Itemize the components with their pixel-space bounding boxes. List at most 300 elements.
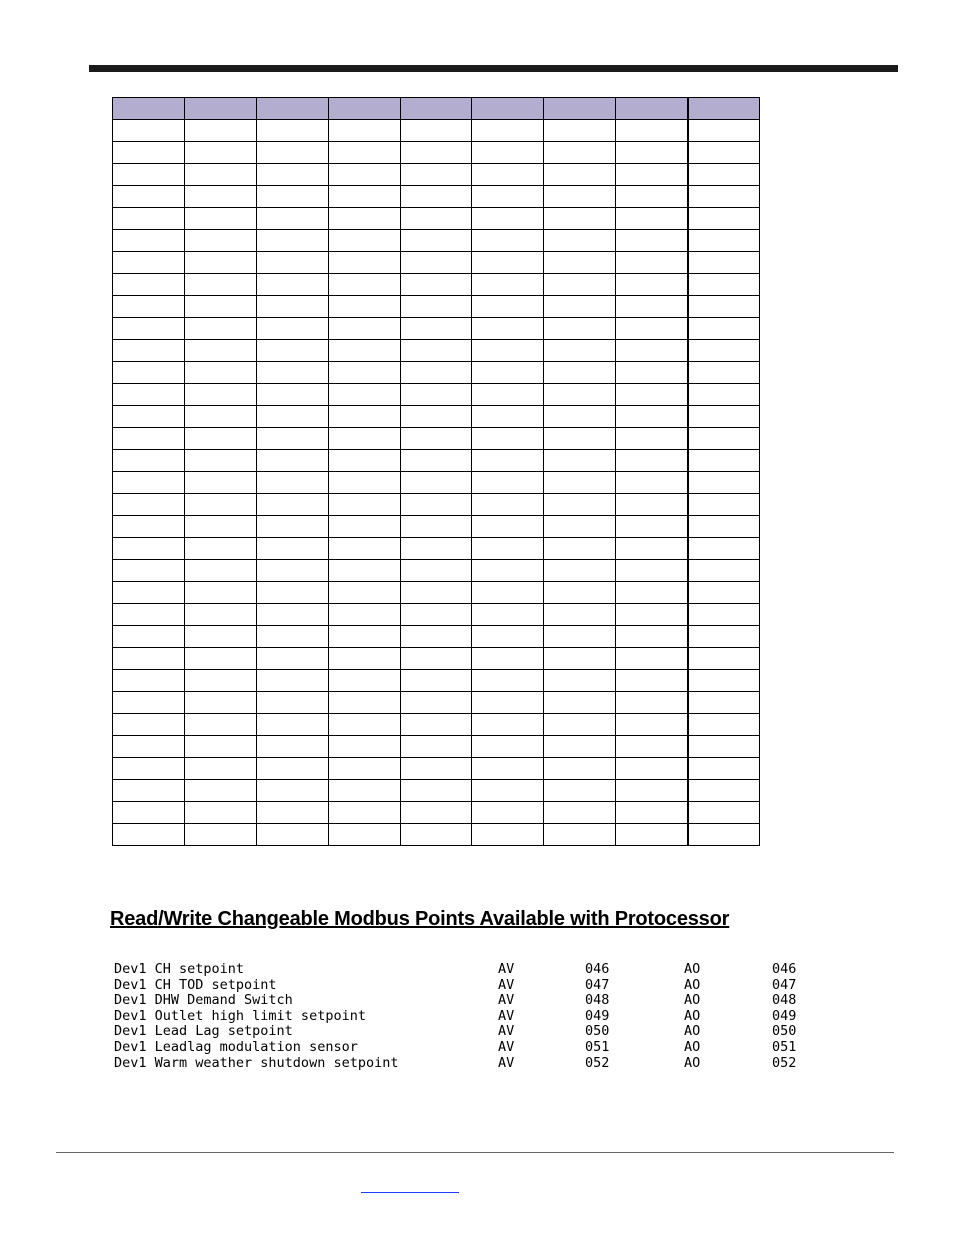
table-row bbox=[113, 230, 760, 252]
table-cell bbox=[544, 736, 616, 758]
table-cell bbox=[616, 560, 688, 582]
table-cell bbox=[113, 758, 185, 780]
table-row bbox=[113, 604, 760, 626]
table-cell bbox=[328, 692, 400, 714]
table-cell bbox=[113, 406, 185, 428]
table-cell bbox=[544, 714, 616, 736]
table-row bbox=[113, 428, 760, 450]
table-cell bbox=[472, 296, 544, 318]
table-cell bbox=[113, 472, 185, 494]
table-cell bbox=[113, 186, 185, 208]
table-cell bbox=[184, 560, 256, 582]
table-header-cell bbox=[256, 98, 328, 120]
table-row bbox=[113, 406, 760, 428]
table-row bbox=[113, 450, 760, 472]
table-cell bbox=[544, 692, 616, 714]
table-row bbox=[113, 318, 760, 340]
table-cell bbox=[113, 318, 185, 340]
point-number-1: 051 bbox=[585, 1038, 610, 1055]
table-cell bbox=[616, 142, 688, 164]
table-cell bbox=[616, 582, 688, 604]
table-row bbox=[113, 626, 760, 648]
table-cell bbox=[472, 318, 544, 340]
point-type-1: AV bbox=[498, 1007, 515, 1024]
table-cell bbox=[544, 296, 616, 318]
table-cell bbox=[688, 802, 760, 824]
table-cell bbox=[113, 582, 185, 604]
table-cell bbox=[400, 516, 472, 538]
table-cell bbox=[688, 186, 760, 208]
table-cell bbox=[256, 780, 328, 802]
table-cell bbox=[400, 406, 472, 428]
table-cell bbox=[616, 186, 688, 208]
table-cell bbox=[688, 318, 760, 340]
table-cell bbox=[544, 494, 616, 516]
table-cell bbox=[184, 318, 256, 340]
table-cell bbox=[400, 274, 472, 296]
table-cell bbox=[688, 406, 760, 428]
table-cell bbox=[113, 648, 185, 670]
point-type-1: AV bbox=[498, 992, 515, 1009]
table-header-cell bbox=[184, 98, 256, 120]
table-cell bbox=[688, 626, 760, 648]
table-cell bbox=[184, 824, 256, 846]
table-cell bbox=[184, 670, 256, 692]
table-cell bbox=[472, 626, 544, 648]
table-cell bbox=[688, 648, 760, 670]
table-cell bbox=[544, 164, 616, 186]
table-cell bbox=[256, 648, 328, 670]
point-number-1: 047 bbox=[585, 976, 610, 993]
point-name: Dev1 CH setpoint bbox=[114, 961, 245, 977]
point-type-2: AO bbox=[684, 992, 701, 1009]
table-cell bbox=[184, 362, 256, 384]
point-name: Dev1 Outlet high limit setpoint bbox=[114, 1007, 366, 1024]
table-row bbox=[113, 560, 760, 582]
table-cell bbox=[113, 450, 185, 472]
point-type-1: AV bbox=[498, 976, 515, 993]
table-cell bbox=[400, 450, 472, 472]
table-cell bbox=[328, 340, 400, 362]
table-cell bbox=[184, 692, 256, 714]
table-cell bbox=[184, 208, 256, 230]
table-row bbox=[113, 362, 760, 384]
table-cell bbox=[400, 758, 472, 780]
table-row bbox=[113, 120, 760, 142]
table-cell bbox=[256, 736, 328, 758]
table-cell bbox=[544, 758, 616, 780]
table-cell bbox=[688, 384, 760, 406]
table-header-cell bbox=[616, 98, 688, 120]
table-cell bbox=[616, 472, 688, 494]
table-cell bbox=[616, 494, 688, 516]
table-cell bbox=[328, 450, 400, 472]
table-cell bbox=[472, 428, 544, 450]
table-cell bbox=[113, 340, 185, 362]
table-cell bbox=[256, 450, 328, 472]
table-row bbox=[113, 384, 760, 406]
table-cell bbox=[616, 318, 688, 340]
table-cell bbox=[544, 252, 616, 274]
table-cell bbox=[256, 692, 328, 714]
table-cell bbox=[113, 120, 185, 142]
table-cell bbox=[256, 362, 328, 384]
table-row bbox=[113, 296, 760, 318]
table-cell bbox=[688, 758, 760, 780]
table-cell bbox=[544, 186, 616, 208]
table-cell bbox=[544, 230, 616, 252]
table-cell bbox=[184, 494, 256, 516]
table-cell bbox=[400, 670, 472, 692]
table-cell bbox=[544, 780, 616, 802]
table-cell bbox=[616, 604, 688, 626]
table-row bbox=[113, 758, 760, 780]
table-cell bbox=[184, 450, 256, 472]
table-cell bbox=[328, 648, 400, 670]
table-cell bbox=[400, 142, 472, 164]
table-cell bbox=[184, 714, 256, 736]
table-cell bbox=[472, 780, 544, 802]
point-row bbox=[114, 978, 814, 994]
table-cell bbox=[184, 538, 256, 560]
point-number-2: 049 bbox=[772, 1007, 797, 1024]
table-cell bbox=[472, 802, 544, 824]
table-cell bbox=[256, 670, 328, 692]
table-row bbox=[113, 516, 760, 538]
table-cell bbox=[184, 626, 256, 648]
table-cell bbox=[400, 692, 472, 714]
table-row bbox=[113, 208, 760, 230]
table-cell bbox=[688, 494, 760, 516]
table-cell bbox=[113, 516, 185, 538]
table-row bbox=[113, 714, 760, 736]
table-cell bbox=[688, 142, 760, 164]
table-cell bbox=[256, 186, 328, 208]
table-cell bbox=[328, 736, 400, 758]
table-cell bbox=[616, 692, 688, 714]
point-number-2: 051 bbox=[772, 1038, 797, 1055]
table-header-cell bbox=[113, 98, 185, 120]
table-cell bbox=[328, 604, 400, 626]
table-cell bbox=[113, 736, 185, 758]
table-cell bbox=[616, 824, 688, 846]
table-row bbox=[113, 582, 760, 604]
footer-link[interactable] bbox=[361, 1192, 459, 1193]
table-cell bbox=[400, 384, 472, 406]
table-cell bbox=[256, 582, 328, 604]
table-header-cell bbox=[688, 98, 760, 120]
table-cell bbox=[616, 714, 688, 736]
table-row bbox=[113, 494, 760, 516]
table-cell bbox=[616, 736, 688, 758]
table-cell bbox=[616, 252, 688, 274]
table-row bbox=[113, 186, 760, 208]
table-row bbox=[113, 164, 760, 186]
table-cell bbox=[472, 362, 544, 384]
table-cell bbox=[472, 208, 544, 230]
point-number-2: 048 bbox=[772, 992, 797, 1009]
table-cell bbox=[400, 208, 472, 230]
table-cell bbox=[328, 802, 400, 824]
table-cell bbox=[544, 120, 616, 142]
table-cell bbox=[256, 230, 328, 252]
table-cell bbox=[688, 582, 760, 604]
table-row bbox=[113, 252, 760, 274]
table-cell bbox=[400, 296, 472, 318]
table-cell bbox=[544, 362, 616, 384]
table-cell bbox=[256, 604, 328, 626]
table-cell bbox=[256, 120, 328, 142]
table-cell bbox=[616, 780, 688, 802]
table-cell bbox=[328, 406, 400, 428]
table-cell bbox=[616, 428, 688, 450]
table-cell bbox=[113, 274, 185, 296]
table-cell bbox=[256, 758, 328, 780]
table-cell bbox=[400, 626, 472, 648]
table-cell bbox=[400, 736, 472, 758]
blank-grid-table bbox=[112, 97, 760, 846]
table-cell bbox=[544, 428, 616, 450]
table-cell bbox=[616, 230, 688, 252]
table-cell bbox=[544, 824, 616, 846]
table-cell bbox=[688, 560, 760, 582]
table-cell bbox=[184, 604, 256, 626]
table-row bbox=[113, 692, 760, 714]
table-cell bbox=[328, 318, 400, 340]
table-header-cell bbox=[544, 98, 616, 120]
table-cell bbox=[400, 582, 472, 604]
table-cell bbox=[184, 296, 256, 318]
table-cell bbox=[616, 538, 688, 560]
table-cell bbox=[472, 142, 544, 164]
table-cell bbox=[472, 252, 544, 274]
table-cell bbox=[472, 406, 544, 428]
table-row bbox=[113, 736, 760, 758]
table-cell bbox=[328, 362, 400, 384]
table-cell bbox=[688, 516, 760, 538]
table-cell bbox=[544, 538, 616, 560]
table-cell bbox=[400, 318, 472, 340]
point-name: Dev1 DHW Demand Switch bbox=[114, 992, 293, 1009]
table-cell bbox=[616, 362, 688, 384]
table-cell bbox=[328, 516, 400, 538]
point-type-1: AV bbox=[498, 1023, 515, 1040]
table-cell bbox=[400, 780, 472, 802]
table-cell bbox=[113, 428, 185, 450]
table-cell bbox=[113, 230, 185, 252]
table-cell bbox=[544, 560, 616, 582]
footer-rule bbox=[56, 1152, 894, 1153]
table-cell bbox=[256, 340, 328, 362]
table-row bbox=[113, 802, 760, 824]
table-cell bbox=[472, 824, 544, 846]
table-cell bbox=[616, 406, 688, 428]
table-cell bbox=[328, 230, 400, 252]
section-title: Read/Write Changeable Modbus Points Available with Protocessor bbox=[110, 908, 730, 930]
table-cell bbox=[688, 120, 760, 142]
point-type-1: AV bbox=[498, 1054, 515, 1071]
point-number-2: 047 bbox=[772, 976, 797, 993]
table-cell bbox=[544, 648, 616, 670]
table-cell bbox=[616, 802, 688, 824]
table-cell bbox=[256, 538, 328, 560]
table-cell bbox=[184, 252, 256, 274]
table-cell bbox=[113, 692, 185, 714]
table-cell bbox=[544, 318, 616, 340]
table-cell bbox=[328, 428, 400, 450]
table-cell bbox=[400, 604, 472, 626]
table-cell bbox=[400, 186, 472, 208]
table-cell bbox=[472, 560, 544, 582]
table-cell bbox=[544, 142, 616, 164]
table-cell bbox=[472, 186, 544, 208]
table-cell bbox=[256, 560, 328, 582]
table-cell bbox=[688, 428, 760, 450]
point-number-2: 046 bbox=[772, 961, 797, 977]
table-row bbox=[113, 824, 760, 846]
table-cell bbox=[400, 428, 472, 450]
table-cell bbox=[544, 472, 616, 494]
table-cell bbox=[544, 274, 616, 296]
table-cell bbox=[113, 802, 185, 824]
point-type-2: AO bbox=[684, 1054, 701, 1071]
point-name: Dev1 Warm weather shutdown setpoint bbox=[114, 1054, 399, 1071]
table-cell bbox=[688, 340, 760, 362]
table-cell bbox=[328, 582, 400, 604]
table-cell bbox=[113, 538, 185, 560]
table-cell bbox=[256, 164, 328, 186]
point-number-1: 049 bbox=[585, 1007, 610, 1024]
table-cell bbox=[184, 582, 256, 604]
table-cell bbox=[400, 230, 472, 252]
table-cell bbox=[616, 340, 688, 362]
table-cell bbox=[184, 274, 256, 296]
table-cell bbox=[616, 626, 688, 648]
table-cell bbox=[328, 670, 400, 692]
table-cell bbox=[616, 296, 688, 318]
table-cell bbox=[688, 736, 760, 758]
table-header-cell bbox=[400, 98, 472, 120]
table-cell bbox=[113, 164, 185, 186]
table-cell bbox=[256, 252, 328, 274]
table-cell bbox=[544, 802, 616, 824]
table-cell bbox=[472, 582, 544, 604]
table-cell bbox=[328, 186, 400, 208]
table-cell bbox=[472, 164, 544, 186]
point-row bbox=[114, 1040, 814, 1056]
table-cell bbox=[616, 758, 688, 780]
point-row bbox=[114, 962, 814, 978]
table-cell bbox=[688, 538, 760, 560]
table-cell bbox=[113, 208, 185, 230]
table-cell bbox=[472, 274, 544, 296]
table-cell bbox=[616, 450, 688, 472]
table-cell bbox=[472, 120, 544, 142]
table-cell bbox=[400, 824, 472, 846]
table-cell bbox=[113, 296, 185, 318]
table-cell bbox=[256, 494, 328, 516]
table-cell bbox=[688, 164, 760, 186]
table-cell bbox=[184, 120, 256, 142]
table-cell bbox=[328, 274, 400, 296]
table-cell bbox=[616, 516, 688, 538]
table-cell bbox=[400, 494, 472, 516]
table-cell bbox=[688, 692, 760, 714]
point-row bbox=[114, 993, 814, 1009]
table-cell bbox=[113, 780, 185, 802]
table-cell bbox=[256, 802, 328, 824]
table-cell bbox=[544, 208, 616, 230]
point-number-2: 050 bbox=[772, 1023, 797, 1040]
table-cell bbox=[472, 450, 544, 472]
table-cell bbox=[688, 670, 760, 692]
table-cell bbox=[544, 516, 616, 538]
table-cell bbox=[113, 252, 185, 274]
table-cell bbox=[472, 692, 544, 714]
table-cell bbox=[256, 274, 328, 296]
table-cell bbox=[256, 428, 328, 450]
table-cell bbox=[328, 208, 400, 230]
table-cell bbox=[544, 582, 616, 604]
table-cell bbox=[256, 626, 328, 648]
point-number-1: 052 bbox=[585, 1054, 610, 1071]
table-header-cell bbox=[472, 98, 544, 120]
point-number-1: 048 bbox=[585, 992, 610, 1009]
table-cell bbox=[400, 252, 472, 274]
table-cell bbox=[472, 758, 544, 780]
table-cell bbox=[328, 252, 400, 274]
table-cell bbox=[616, 648, 688, 670]
table-cell bbox=[400, 362, 472, 384]
table-cell bbox=[328, 538, 400, 560]
table-cell bbox=[472, 538, 544, 560]
point-row bbox=[114, 1056, 814, 1072]
table-cell bbox=[184, 758, 256, 780]
point-row bbox=[114, 1024, 814, 1040]
table-cell bbox=[184, 142, 256, 164]
table-cell bbox=[472, 648, 544, 670]
table-cell bbox=[256, 824, 328, 846]
table-cell bbox=[328, 296, 400, 318]
table-cell bbox=[472, 736, 544, 758]
table-row bbox=[113, 670, 760, 692]
table-cell bbox=[328, 472, 400, 494]
table-cell bbox=[616, 274, 688, 296]
table-cell bbox=[544, 604, 616, 626]
table-cell bbox=[688, 362, 760, 384]
point-number-1: 046 bbox=[585, 961, 610, 977]
table-cell bbox=[688, 450, 760, 472]
table-cell bbox=[688, 472, 760, 494]
table-cell bbox=[544, 670, 616, 692]
table-cell bbox=[688, 274, 760, 296]
table-cell bbox=[113, 626, 185, 648]
point-type-1: AV bbox=[498, 961, 515, 977]
table-cell bbox=[184, 230, 256, 252]
table-cell bbox=[400, 714, 472, 736]
table-cell bbox=[472, 472, 544, 494]
table-cell bbox=[400, 472, 472, 494]
table-cell bbox=[184, 780, 256, 802]
table-cell bbox=[328, 560, 400, 582]
top-rule bbox=[89, 65, 898, 72]
table-cell bbox=[256, 384, 328, 406]
table-row bbox=[113, 340, 760, 362]
table-cell bbox=[544, 450, 616, 472]
table-cell bbox=[184, 384, 256, 406]
table-cell bbox=[184, 648, 256, 670]
table-header-row bbox=[113, 98, 760, 120]
